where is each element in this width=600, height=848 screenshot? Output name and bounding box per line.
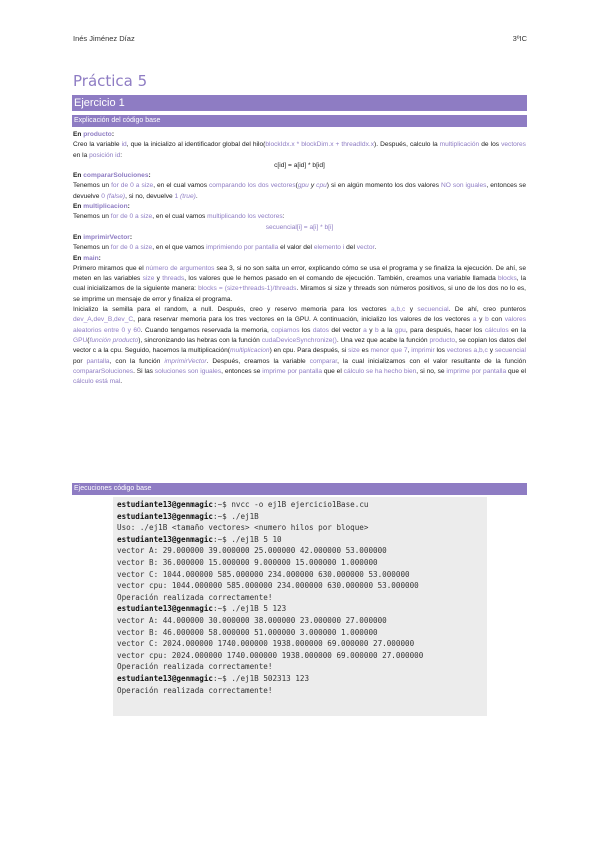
producto-heading: En producto: xyxy=(73,131,115,138)
terminal-line: estudiante13@genmagic:~$ ./ej1B 5 10 xyxy=(117,534,282,544)
terminal-line: Uso: ./ej1B <tamaño vectores> <numero hilos por bloque> xyxy=(117,523,369,533)
producto-formula: c[id] = a[id] * b[id] xyxy=(274,161,325,169)
terminal-screenshot xyxy=(113,497,487,716)
page-title: Práctica 5 xyxy=(73,72,148,90)
terminal-line: vector cpu: 1044.000000 585.000000 234.000000 630.000000 53.000000 xyxy=(117,581,419,591)
terminal-line: vector C: 2024.000000 1740.000000 1938.000000 69.000000 27.000000 xyxy=(117,639,415,649)
main-paragraph-2: Inicializo la semilla para el random, a null. Después, creo y reservo memoria para los vectores a,b,c y secuencial. De ahí, creo punteros dev_A,dev_B,dev_C, para reservar memoria para los tres vectores en la GPU. A continuación, inicializo los valores de los vectores a y b con valores aleatorios entre 0 y 60. Cuando tengamos reservada la memoria, copiamos los datos del vector a y b a la gpu, para después, hacer los cálculos en la GPU(función producto), sincronizando las hebras con la función cudaDeviceSynchronize(). Una vez que acabe la función producto, se copian los datos del vector c a la cpu. Seguido, hacemos la multiplicación(multiplicacion) en cpu. Para después, si size es menor que 7, imprimir los vectores a,b,c y secuencial por pantalla, con la función imprimirVector. Después, creamos la variable comparar, la cual inicializamos con el valor resultante de la función compararSoluciones. Si las soluciones son iguales, entonces se imprime por pantalla que el cálculo se ha hecho bien, si no, se imprime por pantalla que el cálculo está mal. xyxy=(73,306,527,386)
subsection-heading-ejecuciones: Ejecuciones código base xyxy=(72,483,527,495)
imprimir-heading: En imprimirVector: xyxy=(73,233,133,241)
multiplicacion-paragraph: Tenemos un for de 0 a size, en el cual vamos multiplicando los vectores: xyxy=(73,213,285,221)
terminal-line: vector A: 44.000000 30.000000 38.000000 23.000000 27.000000 xyxy=(117,615,387,625)
multiplicacion-heading: En multiplicacion: xyxy=(73,203,130,211)
producto-paragraph: Creo la variable id, que la inicializo al identificador global del hilo(blockIdx.x * blockDim.x + threadIdx.x). Después, calculo la multiplicación de los vectores en la posición id: xyxy=(73,141,526,159)
terminal-line: Operación realizada correctamente! xyxy=(117,685,273,695)
terminal-line: vector C: 1044.000000 585.000000 234.000000 630.000000 53.000000 xyxy=(117,569,410,579)
multiplicacion-formula: secuencial[i] = a[i] * b[i] xyxy=(265,223,334,231)
subsection-heading-explicacion: Explicación del código base xyxy=(72,115,527,127)
explanation-body xyxy=(73,130,526,387)
author-name: Inés Jiménez Díaz xyxy=(73,34,135,43)
comparar-heading: En compararSoluciones: xyxy=(73,172,151,180)
main-heading: En main: xyxy=(73,254,101,262)
terminal-line: estudiante13@genmagic:~$ ./ej1B 502313 123 xyxy=(117,673,310,683)
imprimir-paragraph: Tenemos un for de 0 a size, en el que vamos imprimiendo por pantalla el valor del elemento i del vector. xyxy=(73,244,377,252)
terminal-line: Operación realizada correctamente! xyxy=(117,592,273,602)
terminal-line: estudiante13@genmagic:~$ ./ej1B xyxy=(117,511,259,521)
terminal-line: vector B: 36.000000 15.000000 9.000000 15.000000 1.000000 xyxy=(117,557,378,567)
terminal-line: vector A: 29.000000 39.000000 25.000000 42.000000 53.000000 xyxy=(117,546,387,556)
terminal-line: Operación realizada correctamente! xyxy=(117,662,273,672)
section-heading: Ejercicio 1 xyxy=(72,95,527,111)
page-header xyxy=(73,34,527,43)
main-paragraph-1: Primero miramos que el número de argumentos sea 3, si no son salta un error, explicando cómo se usa el programa y se finaliza la ejecución. De ahí, se meten en las variables size y threads, los valores que le hemos pasado en el comando de ejecución. También, creamos una variable llamada blocks, la cual inicializamos de la siguiente manera: blocks = (size+threads-1)/threads. Miramos si size y threads son números positivos, si uno de los dos no lo es, se imprime un mensaje de error y finaliza el programa. xyxy=(73,264,527,303)
terminal-line: vector B: 46.000000 58.000000 51.000000 3.000000 1.000000 xyxy=(117,627,378,637)
course-label: 3ºIC xyxy=(512,34,527,43)
terminal-line: vector cpu: 2024.000000 1740.000000 1938.000000 69.000000 27.000000 xyxy=(117,650,424,660)
terminal-line: estudiante13@genmagic:~$ nvcc -o ej1B ejercicio1Base.cu xyxy=(117,500,369,509)
comparar-paragraph: Tenemos un for de 0 a size, en el cual vamos comparando los dos vectores(gpu y cpu) si en algún momento los dos valores NO son iguales, entonces se devuelve 0 (false), si no, devuelve 1 (true). xyxy=(73,182,526,200)
terminal-line: estudiante13@genmagic:~$ ./ej1B 5 123 xyxy=(117,604,287,614)
